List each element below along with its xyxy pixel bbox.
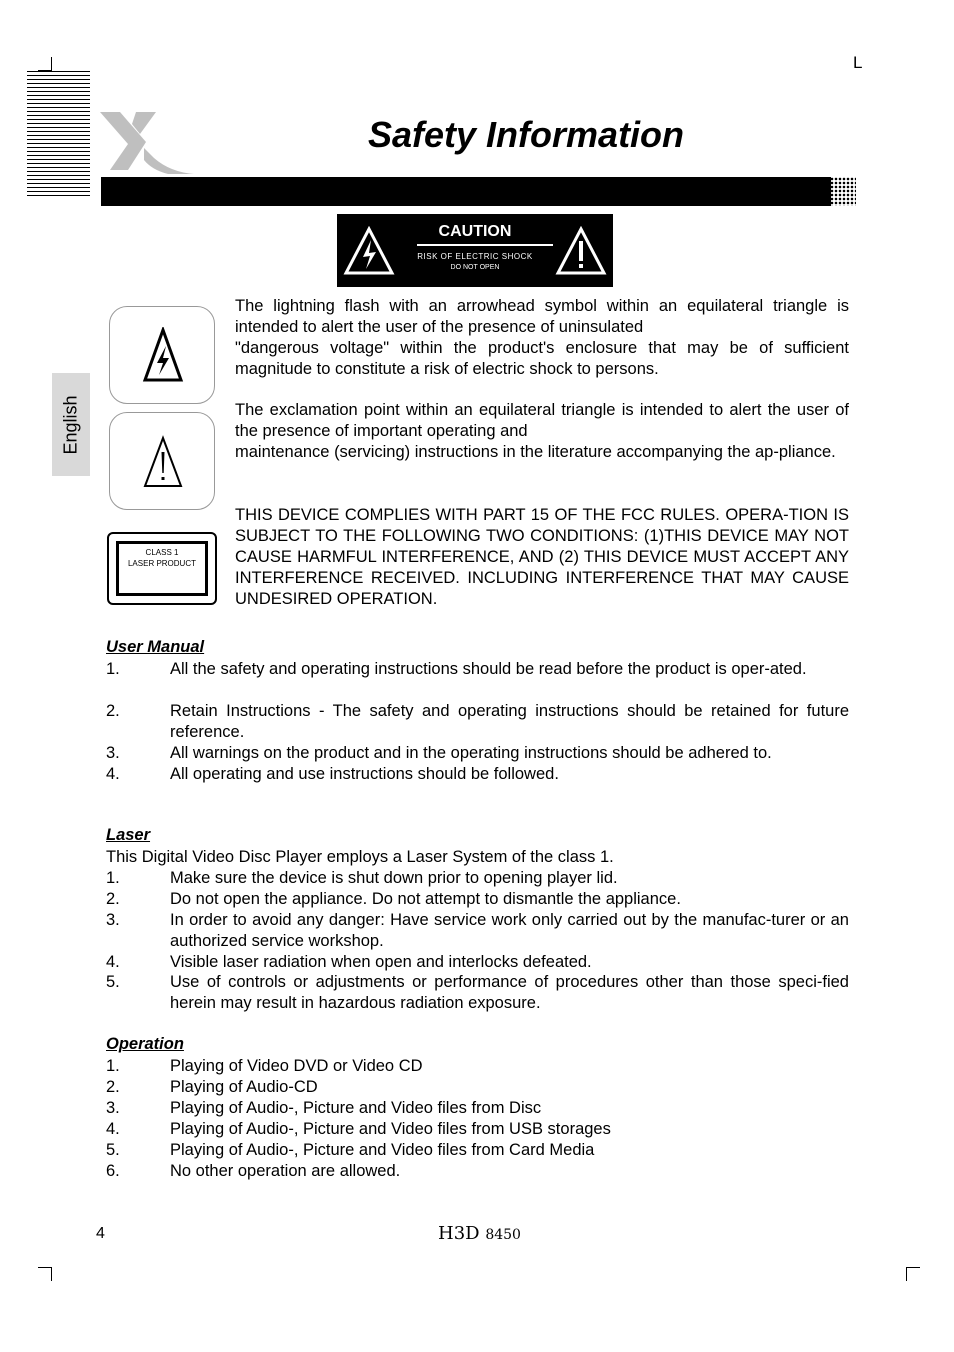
item-number: 4. — [106, 1120, 120, 1138]
lightning-symbol-box — [109, 306, 215, 404]
crop-mark-bottom-right — [906, 1267, 920, 1268]
laser-product-label — [107, 532, 217, 605]
item-number: 3. — [106, 1099, 120, 1117]
brand-logo-icon — [98, 108, 198, 176]
item-text: Retain Instructions - The safety and operating instructions should be retained for future reference. — [170, 702, 849, 741]
exclamation-triangle-icon — [142, 435, 184, 489]
corner-mark-top-right: L — [853, 53, 863, 72]
list-item — [106, 889, 849, 910]
item-text: Playing of Audio-, Picture and Video files from Disc — [170, 1099, 542, 1117]
operation-heading: Operation — [106, 1035, 184, 1053]
intro-paragraph-4: maintenance (servicing) instructions in the literature accompanying the ap-pliance. — [235, 443, 836, 461]
language-tab — [52, 373, 90, 476]
item-number: 3. — [106, 744, 120, 762]
model-number: 8450 — [485, 1227, 521, 1243]
item-number: 1. — [106, 1057, 120, 1075]
list-item — [106, 972, 849, 1014]
laser-label-line-2: LASER PRODUCT — [127, 559, 196, 568]
list-item — [106, 743, 849, 764]
caution-line-1: RISK OF ELECTRIC SHOCK — [417, 252, 533, 261]
intro-paragraph-3: The exclamation point within an equilateral triangle is intended to alert the user of the presence of important operating and — [235, 401, 849, 440]
laser-heading: Laser — [106, 826, 151, 844]
list-item — [106, 1140, 849, 1161]
list-item — [106, 952, 849, 973]
item-text: All the safety and operating instructions should be read before the product is oper-ated. — [170, 660, 807, 678]
user-manual-heading: User Manual — [106, 638, 205, 656]
item-text: Playing of Video DVD or Video CD — [170, 1057, 423, 1075]
list-item — [106, 868, 849, 889]
language-tab-label: English — [60, 394, 81, 455]
list-item — [106, 659, 849, 680]
fcc-notice: THIS DEVICE COMPLIES WITH PART 15 OF THE FCC RULES. OPERA-TION IS SUBJECT TO THE FOLLOWING TWO CONDITIONS: (1)THIS DEVICE MAY NOT CAUSE HARMFUL INTERFERENCE, AND (2) THIS DEVICE MUST ACCEPT ANY INTERFERENCE RECEIVED. INCLUDING INTERFERENCE THAT MAY CAUSE UNDESIRED OPERATION. — [235, 506, 849, 608]
item-text: No other operation are allowed. — [170, 1162, 401, 1180]
item-number: 5. — [106, 1141, 120, 1159]
header-bar — [101, 177, 831, 206]
item-text: Playing of Audio-, Picture and Video files from USB storages — [170, 1120, 611, 1138]
list-item — [106, 1161, 849, 1182]
laser-label-text — [109, 547, 215, 569]
list-item — [106, 910, 849, 952]
item-text: Playing of Audio-, Picture and Video files from Card Media — [170, 1141, 595, 1159]
list-item — [106, 1077, 849, 1098]
item-number: 6. — [106, 1162, 120, 1180]
list-item — [106, 1119, 849, 1140]
list-item — [106, 701, 849, 743]
caution-heading: CAUTION — [438, 223, 512, 240]
caution-line-2: DO NOT OPEN — [450, 264, 500, 271]
item-number: 3. — [106, 911, 120, 929]
lightning-triangle-icon — [142, 327, 184, 383]
laser-intro: This Digital Video Disc Player employs a Laser System of the class 1. — [106, 848, 614, 866]
list-item — [106, 1056, 849, 1077]
item-text: Do not open the appliance. Do not attempt to dismantle the appliance. — [170, 890, 681, 908]
item-number: 4. — [106, 953, 120, 971]
caution-label — [337, 214, 613, 287]
exclamation-symbol-box — [109, 412, 215, 510]
item-number: 1. — [106, 660, 120, 678]
item-number: 2. — [106, 890, 120, 908]
side-stripes-decoration — [27, 71, 90, 199]
page-title: Safety Information — [368, 114, 685, 155]
model-name-text: H3D — [438, 1223, 480, 1244]
crop-mark-bottom-left — [38, 1267, 52, 1268]
item-text: Visible laser radiation when open and interlocks defeated. — [170, 953, 592, 971]
item-text: Make sure the device is shut down prior to opening player lid. — [170, 869, 618, 887]
item-text: All operating and use instructions should be followed. — [170, 765, 559, 783]
crop-mark-top-left-v — [51, 57, 52, 71]
laser-label-line-1: CLASS 1 — [145, 548, 179, 557]
model-name — [438, 1223, 521, 1244]
header-bar-dots — [818, 177, 856, 206]
item-text: Playing of Audio-CD — [170, 1078, 318, 1096]
item-text: All warnings on the product and in the operating instructions should be adhered to. — [170, 744, 772, 762]
intro-paragraph-1: The lightning flash with an arrowhead symbol within an equilateral triangle is intended to alert the user of the presence of uninsulated — [235, 297, 849, 336]
item-number: 4. — [106, 765, 120, 783]
list-item — [106, 764, 849, 785]
item-number: 1. — [106, 869, 120, 887]
caution-divider — [417, 244, 553, 246]
item-text: Use of controls or adjustments or performance of procedures other than those speci-fied herein may result in hazardous radiation exposure. — [170, 973, 849, 1012]
page-number: 4 — [96, 1225, 105, 1242]
crop-mark-bottom-right-v — [906, 1267, 907, 1281]
item-number: 5. — [106, 973, 120, 991]
item-text: In order to avoid any danger: Have service work only carried out by the manufac-turer or an authorized service workshop. — [170, 911, 849, 950]
item-number: 2. — [106, 702, 120, 720]
intro-paragraph-2: "dangerous voltage" within the product's enclosure that may be of sufficient magnitude to constitute a risk of electric shock to persons. — [235, 339, 849, 378]
item-number: 2. — [106, 1078, 120, 1096]
crop-mark-bottom-left-v — [51, 1267, 52, 1281]
list-item — [106, 1098, 849, 1119]
